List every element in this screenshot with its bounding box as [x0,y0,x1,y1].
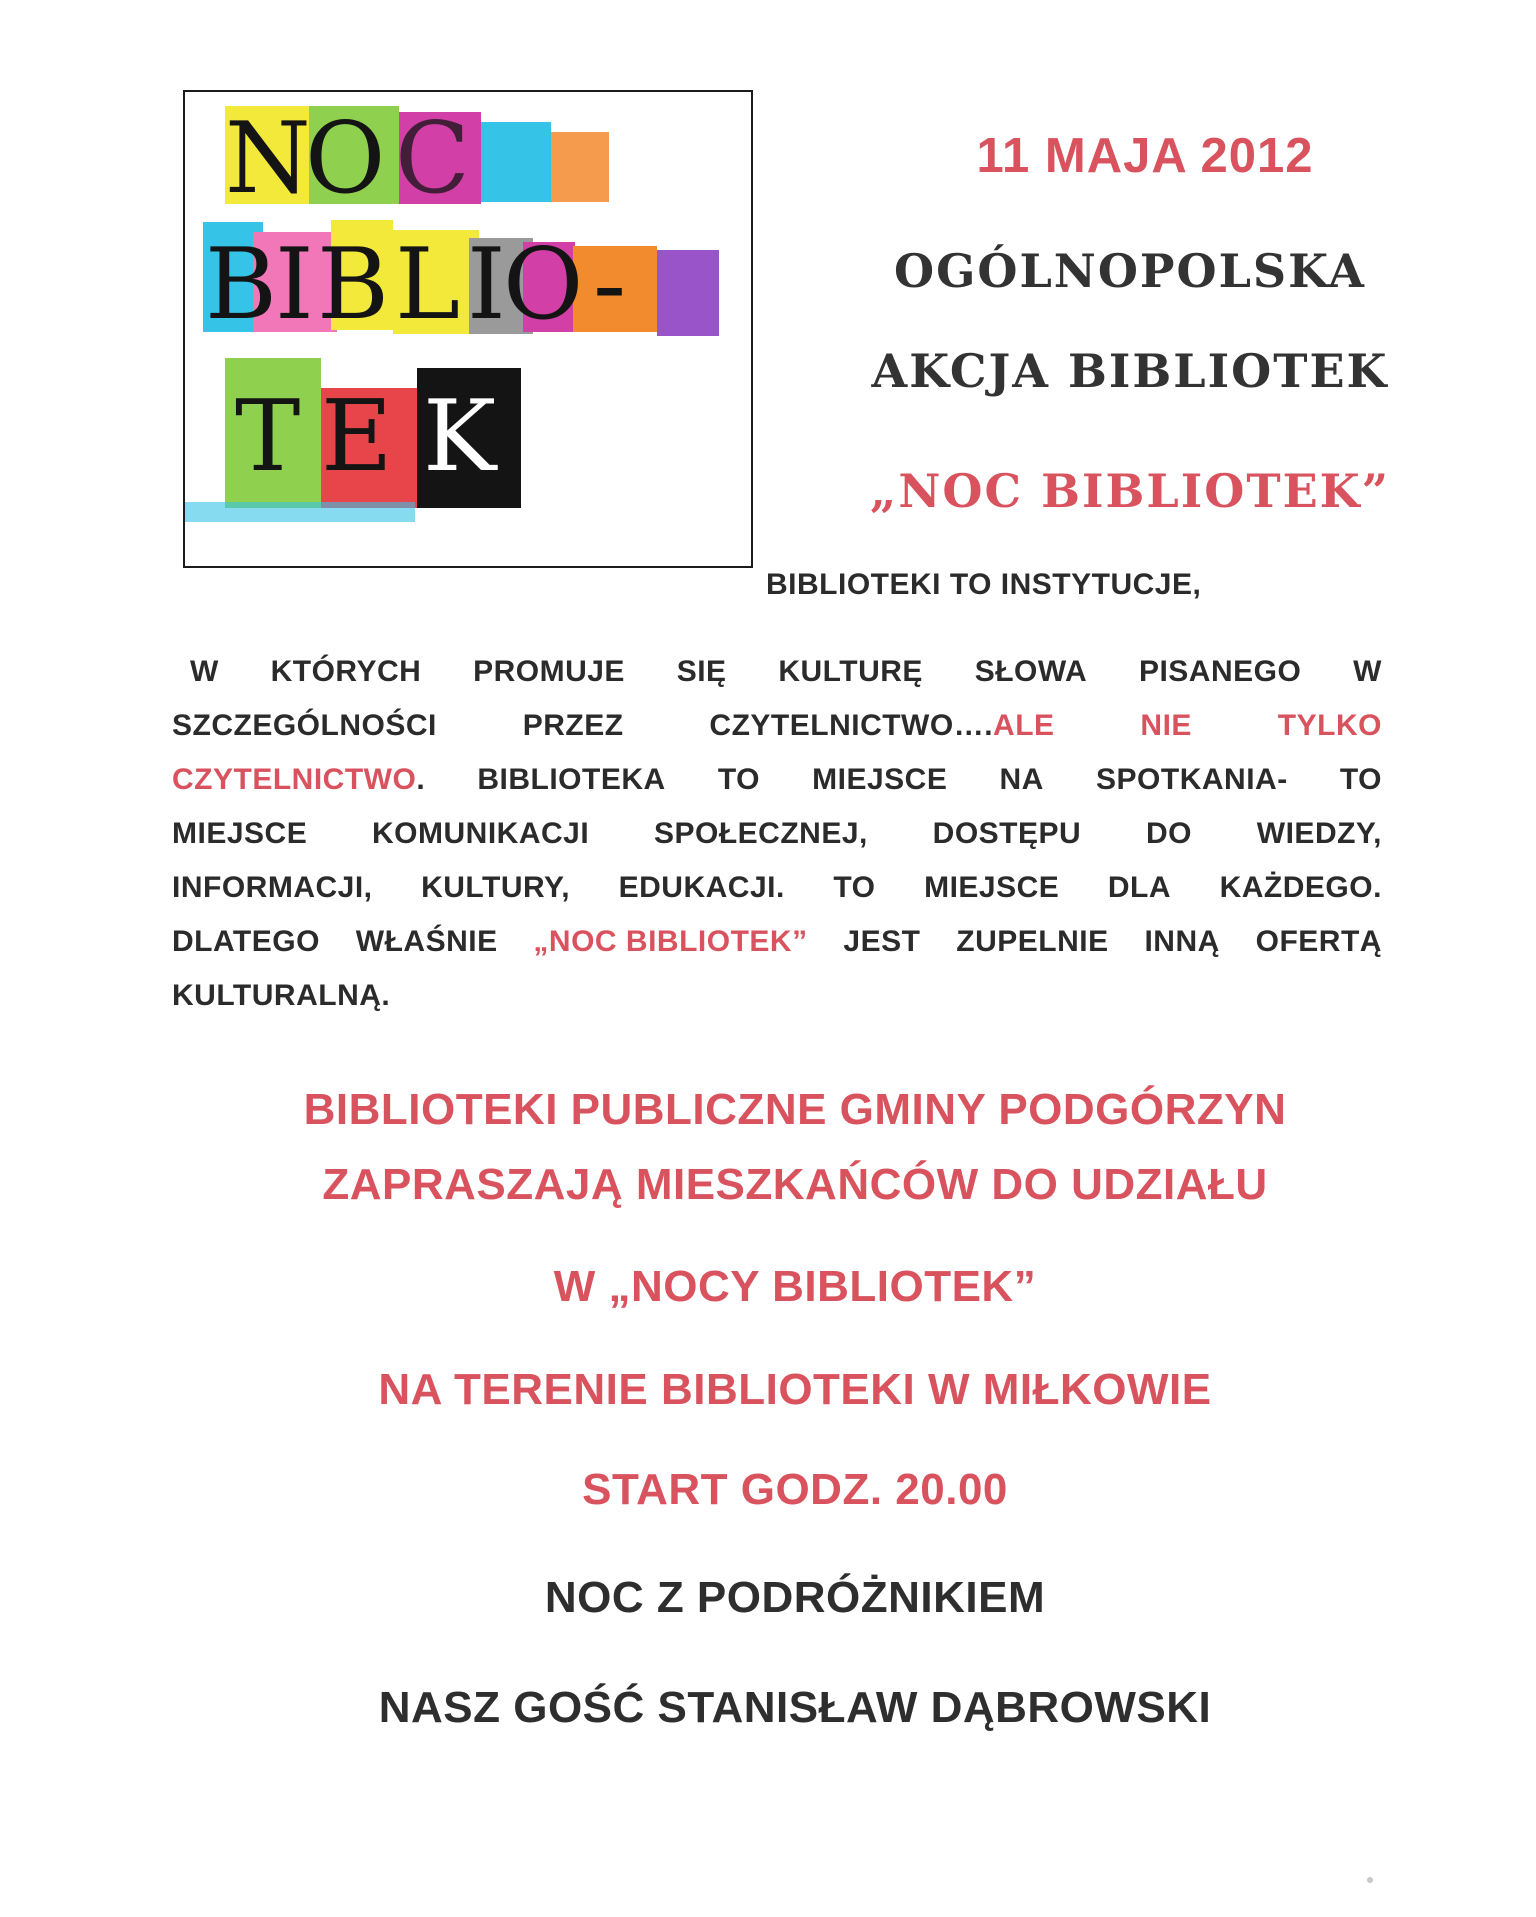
word: WIEDZY, [1256,817,1382,850]
word: PRZEZ [522,709,624,742]
logo-letter: I [275,228,314,342]
logo-letter: T [235,380,301,494]
word: BIBLIOTEKA [477,763,666,796]
word: SŁOWA [974,655,1088,688]
paragraph-body [172,645,1382,1023]
paragraph-first-line: BIBLIOTEKI TO INSTYTUCJE, [766,568,1202,601]
word: DO [1145,817,1192,850]
logo-letter: B [205,228,278,342]
word: JEST [843,925,921,958]
logo-letter: E [321,380,393,494]
headline-line1: OGÓLNOPOLSKA [894,244,1366,298]
logo-letter: I [467,228,506,342]
word: W [190,655,219,688]
word: MIEJSCE [172,817,308,850]
logo-tile [551,132,609,202]
invitation-line2: ZAPRASZAJĄ MIESZKAŃCÓW DO UDZIAŁU [322,1160,1268,1209]
word: DLATEGO [172,925,320,958]
word: SZCZEGÓLNOŚCI [172,709,437,742]
paragraph-line [172,969,1382,1023]
paragraph-line [172,861,1382,915]
word: KAŻDEGO. [1219,871,1382,904]
paragraph-line [172,915,1382,969]
guest-name: NASZ GOŚĆ STANISŁAW DĄBROWSKI [378,1683,1212,1732]
word: KULTURĘ [778,655,923,688]
event-subtitle: NOC Z PODRÓŻNIKIEM [544,1573,1046,1622]
word: MIEJSCE [812,763,948,796]
logo-letter: L [395,228,461,342]
word: PISANEGO [1138,655,1302,688]
word: INFORMACJI, [172,871,373,904]
word: W [1353,655,1382,688]
word: KULTURY, [421,871,571,904]
logo-letter: C [395,102,470,216]
word: DOSTĘPU [932,817,1082,850]
word: MIEJSCE [924,871,1060,904]
paragraph-line [172,753,1382,807]
word: PROMUJE [473,655,625,688]
word: KULTURALNĄ. [172,979,391,1012]
logo-letter: K [423,380,497,494]
paragraph-line [172,645,1382,699]
logo-tile [657,250,719,336]
invitation-line3: W „NOCY BIBLIOTEK” [553,1262,1037,1311]
invitation-line1: BIBLIOTEKI PUBLICZNE GMINY PODGÓRZYN [303,1085,1287,1134]
highlight-word: TYLKO [1277,709,1382,742]
paragraph-line [172,807,1382,861]
word: SPOŁECZNEJ, [653,817,868,850]
start-time: START GODZ. 20.00 [582,1465,1008,1514]
word: TO [833,871,876,904]
word: SPOTKANIA- [1096,763,1288,796]
word-part: . [416,763,426,796]
word: OFERTĄ [1255,925,1382,958]
logo-letter: - [593,228,627,342]
word: INNĄ [1144,925,1220,958]
word: TO [717,763,760,796]
event-date: 11 MAJA 2012 [976,129,1314,183]
word-part: CZYTELNICTWO…. [709,709,994,742]
headline-line3: „NOC BIBLIOTEK” [869,464,1391,518]
highlight-word: NIE [1140,709,1192,742]
word: NA [999,763,1044,796]
word: ZUPELNIE [956,925,1109,958]
highlight-word: ALE [993,709,1055,742]
logo-tile [481,122,551,202]
word: KTÓRYCH [270,655,422,688]
word: DLA [1107,871,1172,904]
word: KOMUNIKACJI [372,817,590,850]
logo-tile [185,502,415,522]
paragraph-line [172,699,1382,753]
logo-letter: O [503,228,584,342]
invitation-line4: NA TERENIE BIBLIOTEKI W MIŁKOWIE [378,1365,1212,1414]
word: EDUKACJI. [618,871,785,904]
word [172,753,425,807]
word [709,699,1054,753]
noc-bibliotek-logo [183,90,753,568]
word: SIĘ [676,655,727,688]
headline-line2: AKCJA BIBLIOTEK [871,344,1389,398]
logo-letter: B [317,228,390,342]
highlight-word: CZYTELNICTWO [172,763,417,796]
highlight-word: „NOC BIBLIOTEK” [533,925,808,958]
scan-speck [1367,1877,1373,1883]
word: TO [1339,763,1382,796]
logo-letter: O [305,102,386,216]
word: WŁAŚNIE [355,925,498,958]
logo-letter: N [225,102,311,216]
